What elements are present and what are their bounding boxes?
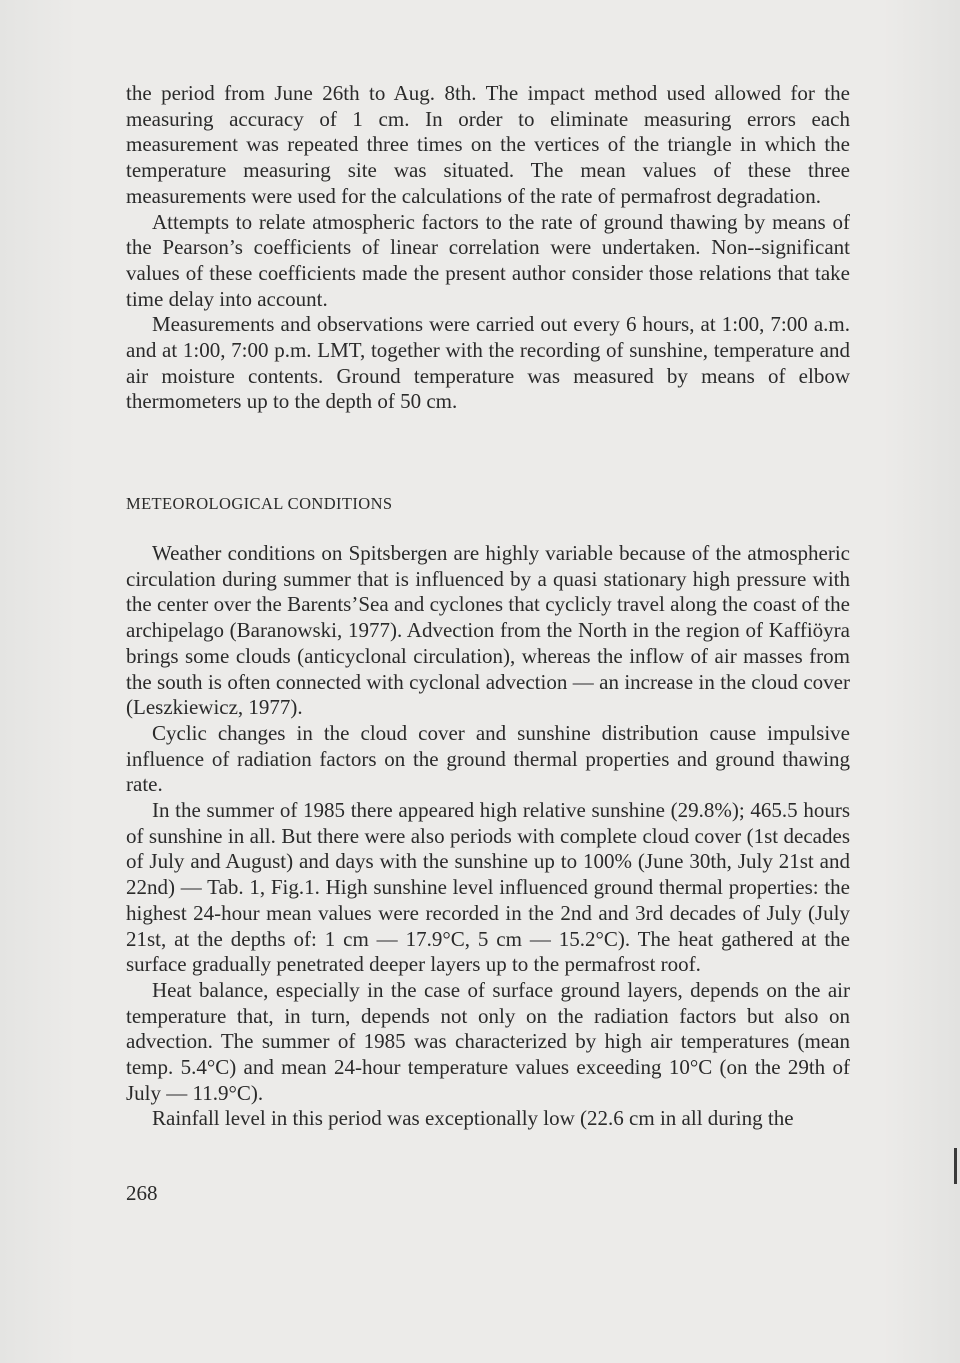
paragraph-cyclic-changes: Cyclic changes in the cloud cover and sunshine distribution cause impulsive influence of radiation factors on the ground thermal properties and ground thawing rate. — [126, 720, 850, 797]
paragraph-observations-schedule: Measurements and observations were carried out every 6 hours, at 1:00, 7:00 a.m. and at 1:00, 7:00 p.m. LMT, together with the recording of sunshine, temperature and air moisture contents. Ground temperature was measured by means of elbow thermometers up to the depth of 50 cm. — [126, 312, 850, 414]
paragraph-pearson-correlation: Attempts to relate atmospheric factors to the rate of ground thawing by means of the Pearson’s coefficients of linear correlation were undertaken. Non--significant values of these coefficients made the present author consider those relations that take time delay into account. — [126, 209, 850, 311]
scan-edge-mark — [954, 1148, 957, 1184]
page-number: 268 — [126, 1181, 158, 1205]
methods-text — [126, 81, 850, 415]
paragraph-heat-balance: Heat balance, especially in the case of surface ground layers, depends on the air temperature that, in turn, depends not only on the radiation factors but also on advection. The summer of 1985 was characterized by high air temperatures (mean temp. 5.4°C) and mean 24-hour temperature values exceeding 10°C (on the 29th of July — 11.9°C). — [126, 977, 850, 1105]
meteorological-text — [126, 541, 850, 1132]
paragraph-measurement-method: the period from June 26th to Aug. 8th. The impact method used allowed for the measuring accuracy of 1 cm. In order to eliminate measuring errors each measurement was repeated three times on the vertices of the triangle in which the temperature measuring site was situated. The mean values of these three measurements were used for the calculations of the rate of permafrost degradation. — [126, 81, 850, 208]
paragraph-rainfall: Rainfall level in this period was exceptionally low (22.6 cm in all during the — [152, 1106, 794, 1131]
paragraph-weather-conditions: Weather conditions on Spitsbergen are highly variable because of the atmospheric circulation during summer that is influenced by a quasi stationary high pressure with the center over the Barents’Sea and cyclones that cyclicly travel along the coast of the archipelago (Baranowski, 1977). Advection from the North in the region of Kaffiöyra brings some clouds (anticyclonal circulation), whereas the inflow of air masses from the south is often connected with cyclonal advection — an increase in the cloud cover (Leszkiewicz, 1977). — [126, 541, 850, 720]
paragraph-summer-sunshine: In the summer of 1985 there appeared high relative sunshine (29.8%); 465.5 hours of sunshine in all. But there were also periods with complete cloud cover (1st decades of July and August) and days with the sunshine up to 100% (June 30th, July 21st and 22nd) — Tab. 1, Fig.1. High sunshine level influenced ground thermal properties: the highest 24-hour mean values were recorded in the 2nd and 3rd decades of July (July 21st, at the depths of: 1 cm — 17.9°C, 5 cm — 15.2°C). The heat gathered at the surface gradually penetrated deeper layers up to the permafrost roof. — [126, 798, 850, 977]
section-heading: METEOROLOGICAL CONDITIONS — [126, 494, 393, 513]
